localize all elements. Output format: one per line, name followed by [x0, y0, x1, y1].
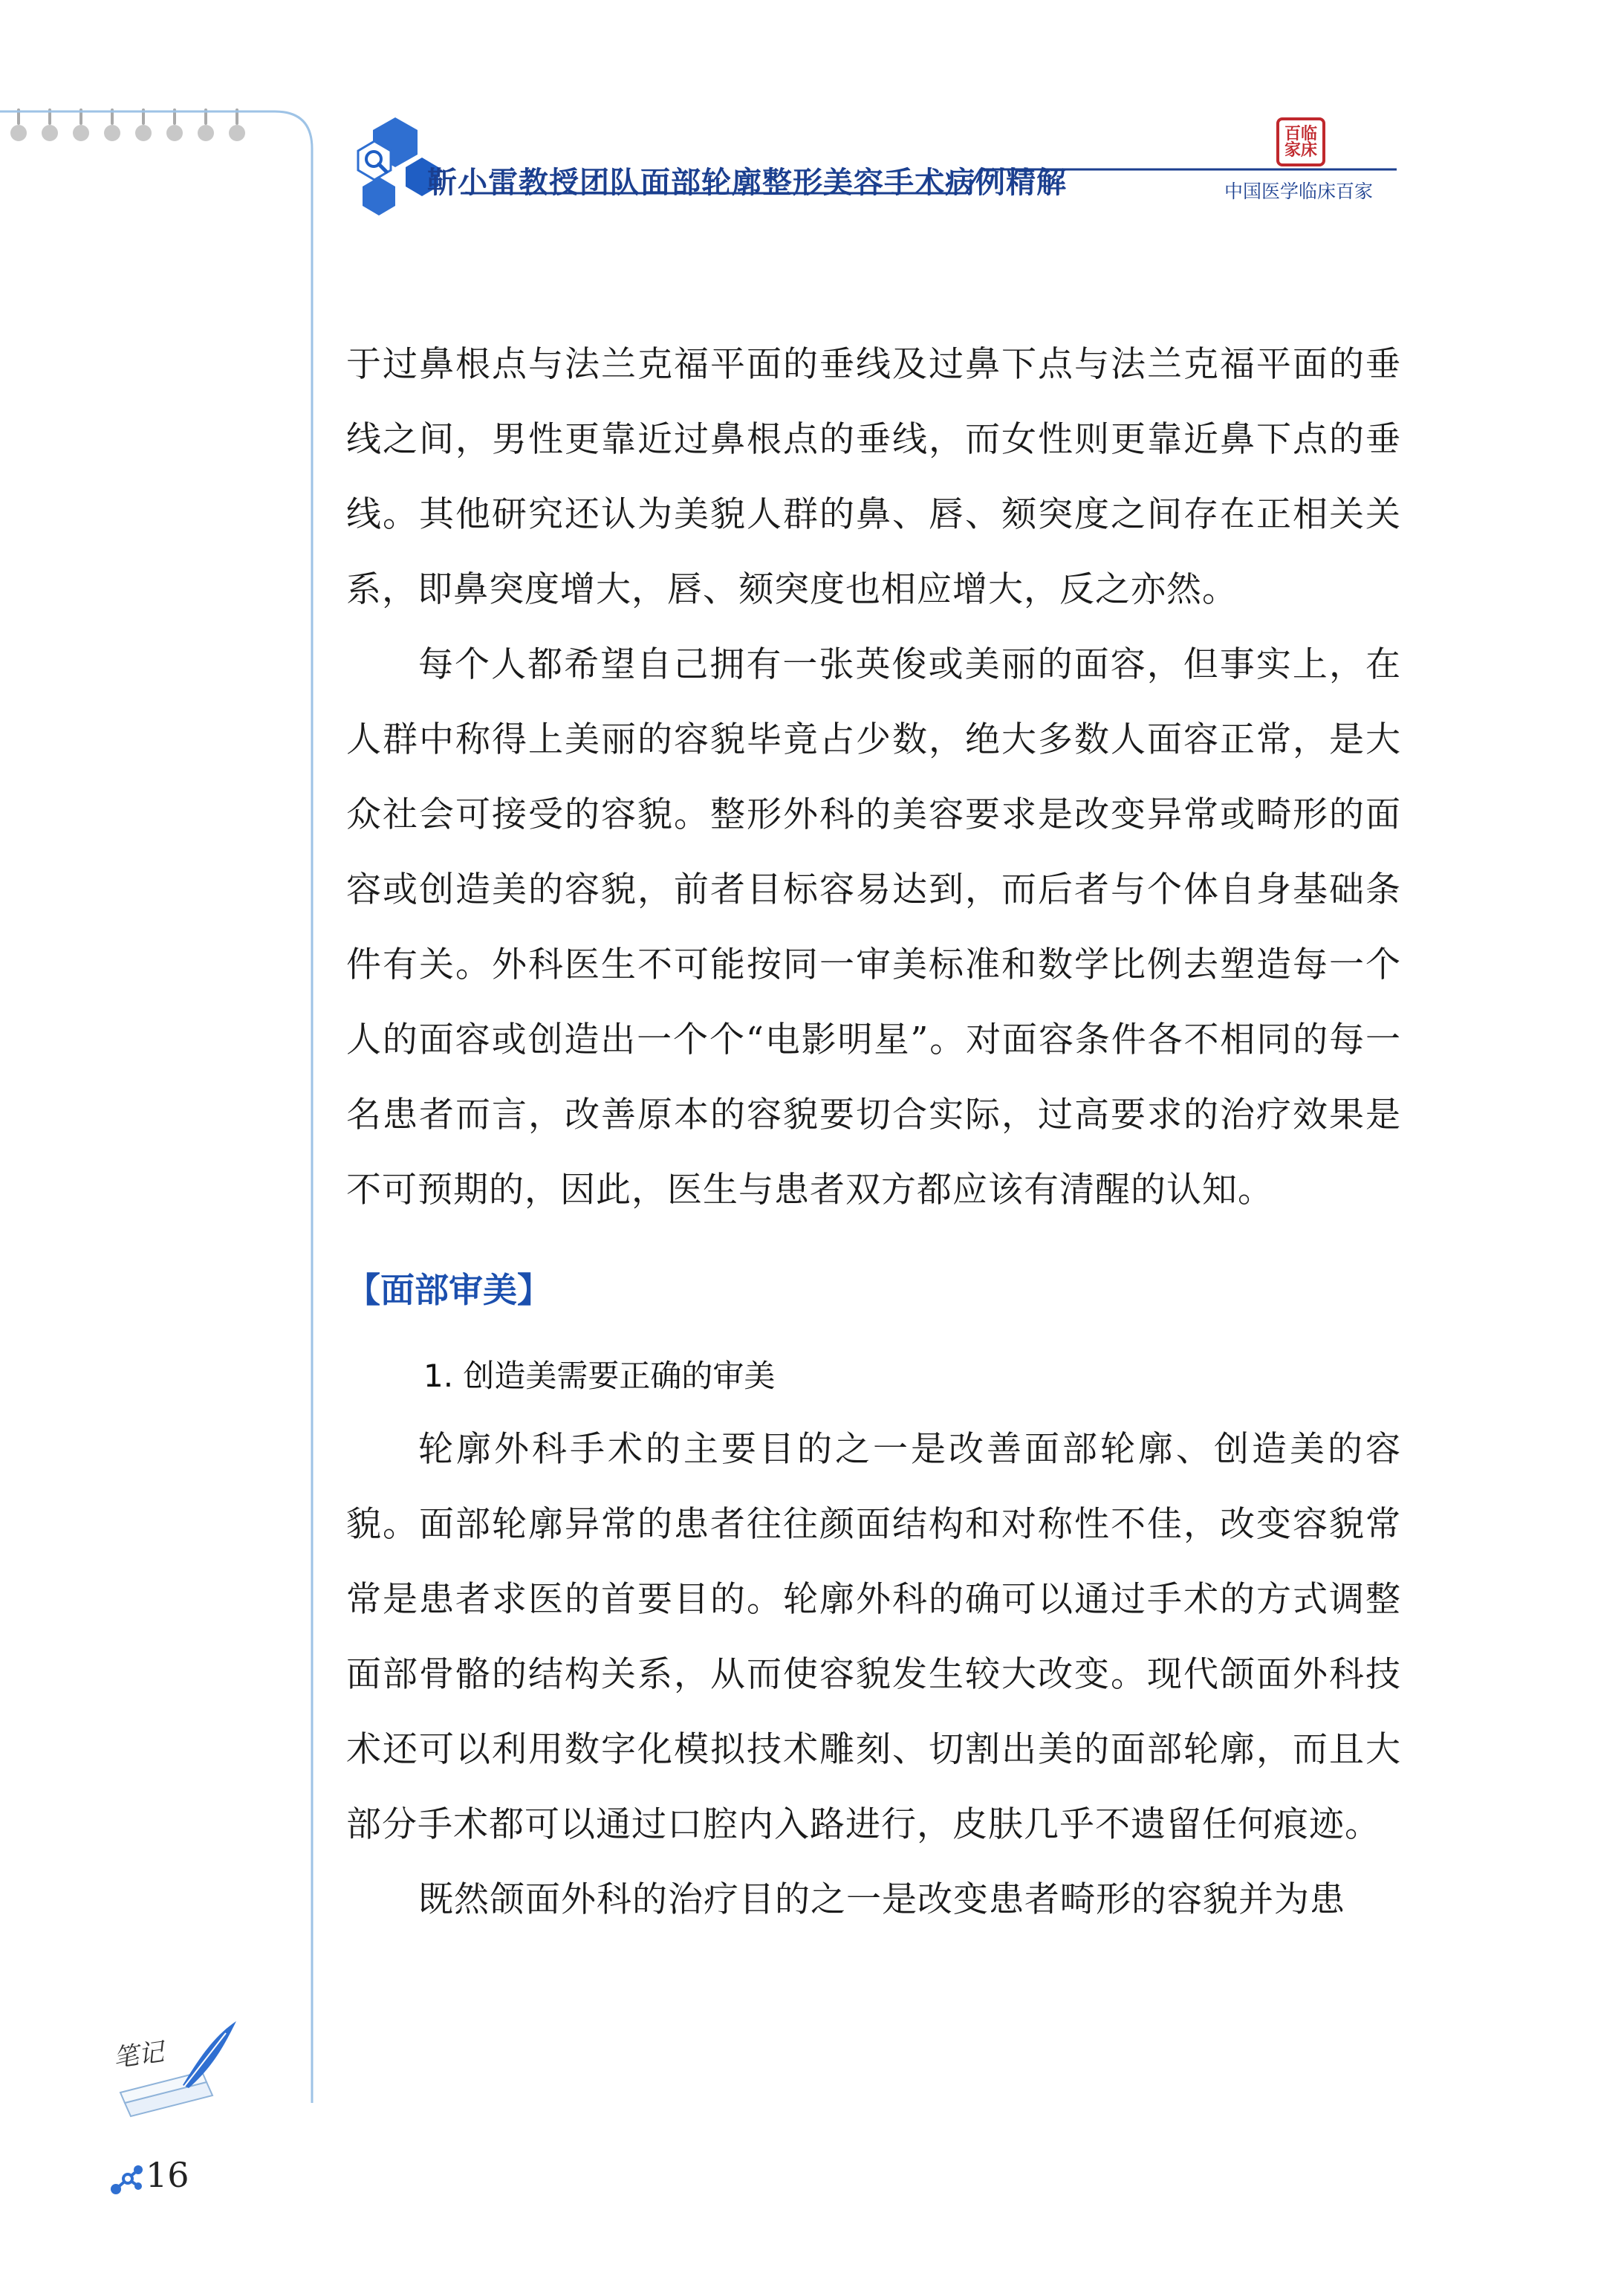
notes-label: 笔记	[111, 2037, 166, 2074]
page-number: 16	[146, 2155, 189, 2195]
series-title: 靳小雷教授团队面部轮廓整形美容手术病例精解	[427, 166, 1067, 200]
molecule-icon	[108, 2161, 146, 2198]
paragraph: 于过鼻根点与法兰克福平面的垂线及过鼻下点与法兰克福平面的垂线之间，男性更靠近过鼻根点的垂线，而女性则更靠近鼻下点的垂线。其他研究还认为美貌人群的鼻、唇、颏突度之间存在正相关关系，即鼻突度增大，唇、颏突度也相应增大，反之亦然。	[346, 344, 1401, 610]
section-heading: 【面部审美】	[346, 1270, 551, 1310]
paragraph: 轮廓外科手术的主要目的之一是改善面部轮廓、创造美的容貌。面部轮廓异常的患者往往颜面结构和对称性不佳，改变容貌常常是患者求医的首要目的。轮廓外科的确可以通过手术的方式调整面部骨骼的结构关系，从而使容貌发生较大改变。现代颌面外科技术还可以利用数字化模拟技术雕刻、切割出美的面部轮廓，而且大部分手术都可以通过口腔内入路进行，皮肤几乎不遗留任何痕迹。	[346, 1429, 1401, 1845]
page-body	[346, 327, 1401, 1937]
margin-rule	[0, 0, 342, 2125]
paragraph: 既然颌面外科的治疗目的之一是改变患者畸形的容貌并为患	[418, 1879, 1345, 1920]
series-brand: 中国医学临床百家	[1224, 181, 1374, 202]
seal-text: 百临家床	[1284, 124, 1318, 160]
publisher-seal	[1276, 117, 1325, 166]
sub-heading: 1. 创造美需要正确的审美	[423, 1358, 776, 1394]
paragraph: 每个人都希望自己拥有一张英俊或美丽的面容，但事实上，在人群中称得上美丽的容貌毕竟占少数，绝大多数人面容正常，是大众社会可接受的容貌。整形外科的美容要求是改变异常或畸形的面容或创造美的容貌，前者目标容易达到，而后者与个体自身基础条件有关。外科医生不可能按同一审美标准和数学比例去塑造每一个人的面容或创造出一个个“电影明星”。对面容条件各不相同的每一名患者而言，改善原本的容貌要切合实际，过高要求的治疗效果是不可预期的，因此，医生与患者双方都应该有清醒的认知。	[346, 644, 1401, 1210]
